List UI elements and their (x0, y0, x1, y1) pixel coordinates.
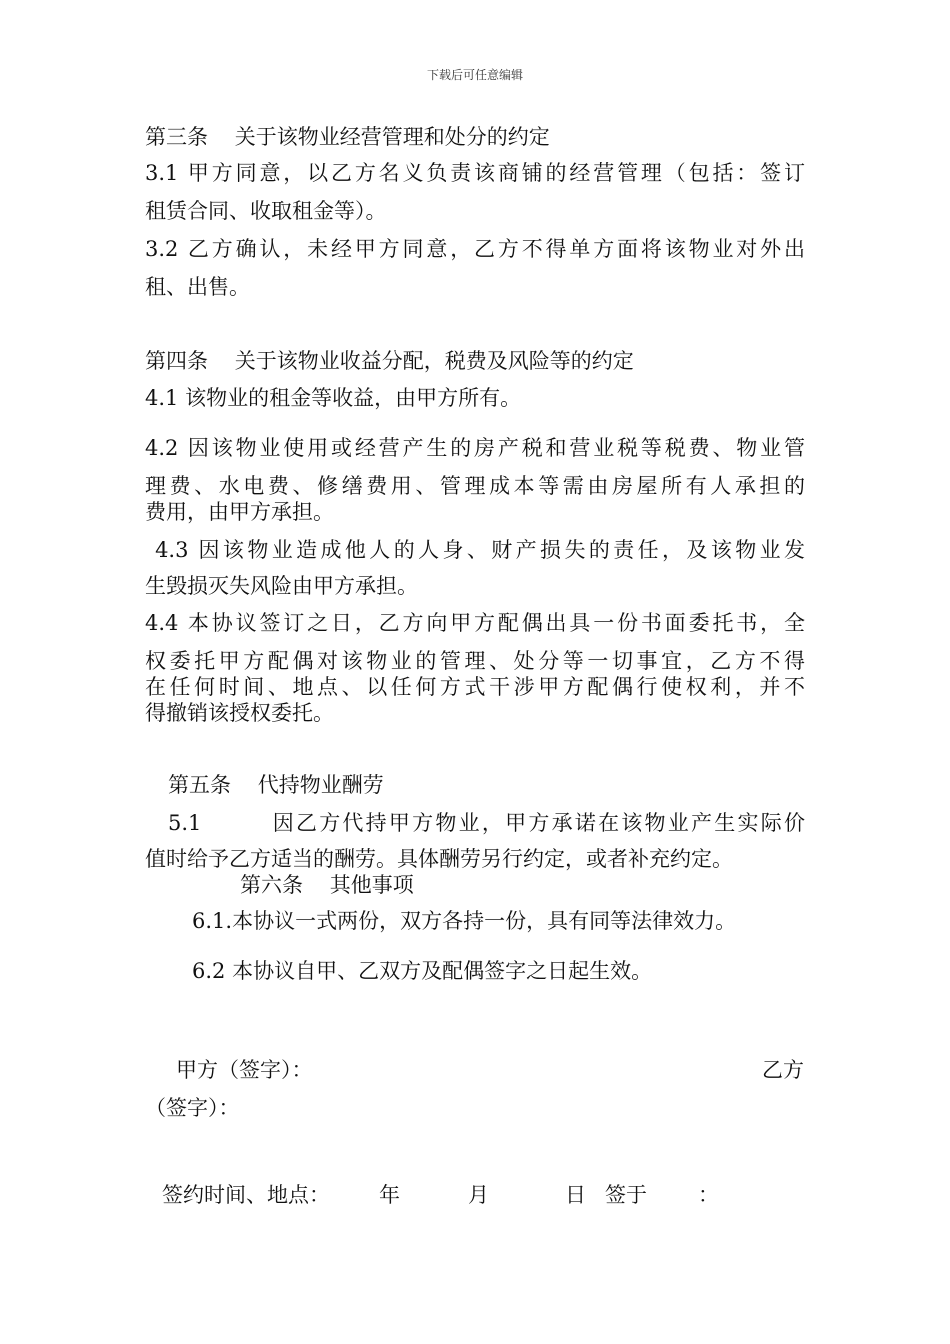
article-4-title: 第四条 关于该物业收益分配，税费及风险等的约定 (145, 349, 634, 373)
article-3-2-line-1: 3.2 乙方确认，未经甲方同意，乙方不得单方面将该物业对外出 (145, 237, 805, 261)
day-label: 日 (565, 1183, 586, 1207)
signed-at-label: 签于 (605, 1183, 647, 1207)
year-label: 年 (379, 1183, 400, 1207)
party-b-signature-label: （签字）： (145, 1096, 240, 1120)
article-5-1-line-1: 5.1 因乙方代持甲方物业，甲方承诺在该物业产生实际价 (168, 811, 805, 835)
article-4-2-line-1: 4.2 因该物业使用或经营产生的房产税和营业税等税费、物业管 (145, 436, 805, 460)
signing-time-place-label: 签约时间、地点： (162, 1183, 330, 1207)
article-5-1-line-2: 值时给予乙方适当的酬劳。具体酬劳另行约定，或者补充约定。 (145, 847, 733, 871)
article-4-4-line-1: 4.4 本协议签订之日，乙方向甲方配偶出具一份书面委托书，全 (145, 611, 805, 635)
article-6-2: 6.2 本协议自甲、乙双方及配偶签字之日起生效。 (192, 959, 653, 983)
article-6-title: 第六条 其他事项 (240, 873, 414, 897)
article-4-3-line-2: 生毁损灭失风险由甲方承担。 (145, 574, 418, 598)
article-4-2-line-3: 费用，由甲方承担。 (145, 500, 334, 524)
header-note: 下载后可任意编辑 (426, 68, 523, 82)
signed-at-colon: ： (698, 1183, 719, 1207)
article-3-title: 第三条 关于该物业经营管理和处分的约定 (145, 125, 550, 149)
article-5-title: 第五条 代持物业酬劳 (168, 773, 384, 797)
month-label: 月 (468, 1183, 489, 1207)
article-3-1-line-2: 租赁合同、收取租金等）。 (145, 199, 387, 223)
article-3-2-line-2: 租、出售。 (145, 275, 250, 299)
article-4-4-line-4: 得撤销该授权委托。 (145, 701, 334, 725)
article-4-4-line-3: 在任何时间、地点、以任何方式干涉甲方配偶行使权利，并不 (145, 675, 805, 699)
article-4-2-line-2: 理费、水电费、修缮费用、管理成本等需由房屋所有人承担的 (145, 474, 805, 498)
article-4-3-line-1: 4.3 因该物业造成他人的人身、财产损失的责任，及该物业发 (145, 538, 805, 562)
article-3-1-line-1: 3.1 甲方同意，以乙方名义负责该商铺的经营管理（包括：签订 (145, 161, 805, 185)
article-6-1: 6.1.本协议一式两份，双方各持一份，具有同等法律效力。 (192, 909, 737, 933)
party-b-label: 乙方 (762, 1058, 804, 1082)
article-4-4-line-2: 权委托甲方配偶对该物业的管理、处分等一切事宜，乙方不得 (145, 649, 805, 673)
party-a-signature-label: 甲方（签字）： (176, 1058, 313, 1082)
article-4-1: 4.1 该物业的租金等收益，由甲方所有。 (145, 386, 522, 410)
